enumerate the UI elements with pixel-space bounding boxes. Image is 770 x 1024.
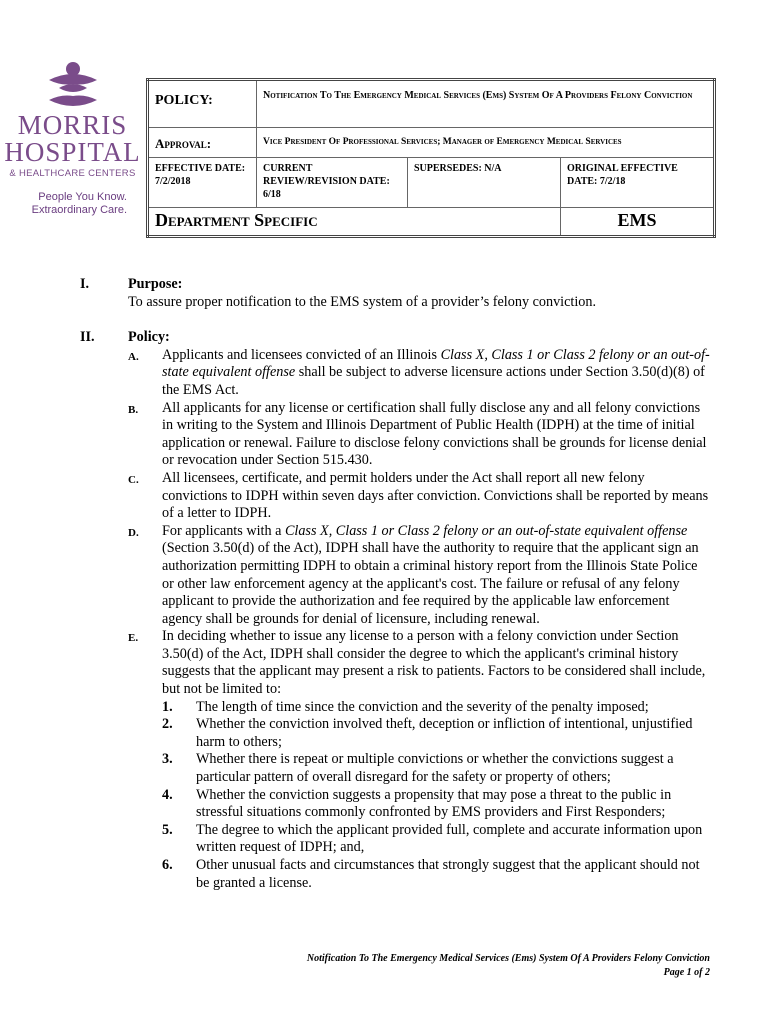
item-d-italic: Class X, Class 1 or Class 2 felony or an out-of-state equivalent offense [284, 522, 688, 539]
policy-section [80, 329, 710, 892]
policy-header-table [146, 78, 716, 238]
logo-tagline [0, 191, 145, 217]
factor-text: Whether the conviction suggests a propensity that may pose a threat to the public in stressful situations commonly confronted by EMS providers and First Responders; [196, 786, 672, 821]
item-a-text-2: shall be subject to adverse licensure actions under Section 3.50(d)(8) of the EMS Act. [162, 364, 705, 398]
policy-item-c [128, 470, 710, 523]
factor-number: 3. [162, 751, 173, 768]
item-a-italic: Class X, Class 1 or Class 2 felony or an out-of-state equivalent offense [162, 346, 710, 381]
factor-number: 6. [162, 857, 173, 873]
purpose-section [80, 276, 710, 311]
item-letter: C. [128, 473, 139, 486]
factor-text: Whether there is repeat or multiple convictions or whether the convictions suggest a particular pattern of overall disregard for the safety or property of others; [196, 751, 674, 786]
approval-value: Vice President Of Professional Services; Manager of Emergency Medical Services [257, 128, 715, 158]
item-letter: D. [128, 526, 139, 539]
department-value: EMS [561, 208, 715, 237]
item-e-text: In deciding whether to issue any license to a person with a felony conviction under Section 3.50(d) of the Act, IDPH shall consider the degree to which the applicant's criminal history suggests that the applicant may present a risk to patients. Factors to be considered shall include, but not be limited to: [162, 628, 706, 698]
factor-text: Whether the conviction involved theft, deception or infliction of intentional, unjustified harm to others; [196, 716, 693, 750]
factor-number: 2. [162, 716, 173, 733]
section-number: II. [80, 329, 95, 346]
item-a-text-1: Applicants and licensees convicted of an Illinois [162, 346, 441, 363]
logo-line-centers: & HEALTHCARE CENTERS [9, 168, 136, 179]
factor-item [162, 699, 710, 717]
item-c-text: All licensees, certificate, and permit holders under the Act shall report all new felony convictions to IDPH within seven days after conviction. Convictions shall be reported by means of a letter to IDPH. [162, 469, 709, 522]
effective-date: EFFECTIVE DATE: 7/2/2018 [148, 158, 257, 208]
policy-title: Notification To The Emergency Medical Services (Ems) System Of A Providers Felony Conviction [257, 80, 715, 128]
policy-label: POLICY: [148, 80, 257, 128]
policy-body [80, 276, 710, 892]
hospital-emblem-icon [45, 60, 101, 112]
policy-item-d [128, 523, 710, 629]
approval-label: Approval: [148, 128, 257, 158]
item-letter: A. [128, 350, 139, 363]
current-review-date: CURRENT REVIEW/REVISION DATE: 6/18 [257, 158, 408, 208]
logo-line-hospital: HOSPITAL [4, 137, 141, 167]
factor-item [162, 822, 710, 857]
factor-number: 1. [162, 698, 173, 715]
item-b-text: All applicants for any license or certification shall fully disclose any and all felony convictions in writing to the System and Illinois Department of Public Health (IDPH) at the time of initial application or renewal. Failure to disclose felony convictions shall be grounds for license denial or revocation under Section 515.430. [162, 399, 707, 469]
item-letter: B. [128, 403, 139, 416]
purpose-heading: Purpose: [128, 276, 183, 292]
hospital-logo [0, 60, 145, 217]
item-d-text-2: (Section 3.50(d) of the Act), IDPH shall have the authority to require that the applicant sign an authorization permitting IDPH to obtain a criminal history report from the Illinois State Police or other law enforcement agency at the applicant's cost. The failure or refusal of any felony applicant to provide the authorization and fee required by the applicable law enforcement agency shall be grounds for denial of licensure, including renewal. [162, 540, 699, 627]
item-letter: E. [128, 632, 139, 645]
factor-number: 5. [162, 821, 173, 838]
department-label: Department Specific [148, 208, 561, 237]
policy-item-b [128, 400, 710, 470]
footer-title: Notification To The Emergency Medical Services (Ems) System Of A Providers Felony Conviction [306, 953, 710, 964]
tagline-line-1: People You Know. [38, 191, 127, 203]
item-d-text-1: For applicants with a [162, 522, 285, 539]
purpose-text: To assure proper notification to the EMS system of a provider’s felony conviction. [128, 293, 597, 310]
factor-item [162, 787, 710, 822]
logo-line-morris: MORRIS [17, 110, 128, 140]
policy-item-a [128, 347, 710, 400]
page-footer [307, 952, 710, 980]
factor-number: 4. [162, 786, 173, 803]
policy-heading: Policy: [128, 329, 170, 346]
factor-item [162, 751, 710, 786]
factor-item [162, 857, 710, 892]
tagline-line-2: Extraordinary Care. [31, 204, 127, 216]
factor-text: Other unusual facts and circumstances that strongly suggest that the applicant should not be granted a license. [196, 857, 700, 891]
section-number: I. [80, 276, 90, 292]
supersedes: SUPERSEDES: N/A [408, 158, 561, 208]
original-effective-date: ORIGINAL EFFECTIVE DATE: 7/2/18 [561, 158, 715, 208]
factor-text: The length of time since the conviction and the severity of the penalty imposed; [196, 698, 649, 715]
policy-item-e [128, 628, 710, 892]
page-number: Page 1 of 2 [663, 967, 710, 978]
factor-item [162, 716, 710, 751]
factor-text: The degree to which the applicant provided full, complete and accurate information upon written request of IDPH; and, [196, 821, 703, 856]
